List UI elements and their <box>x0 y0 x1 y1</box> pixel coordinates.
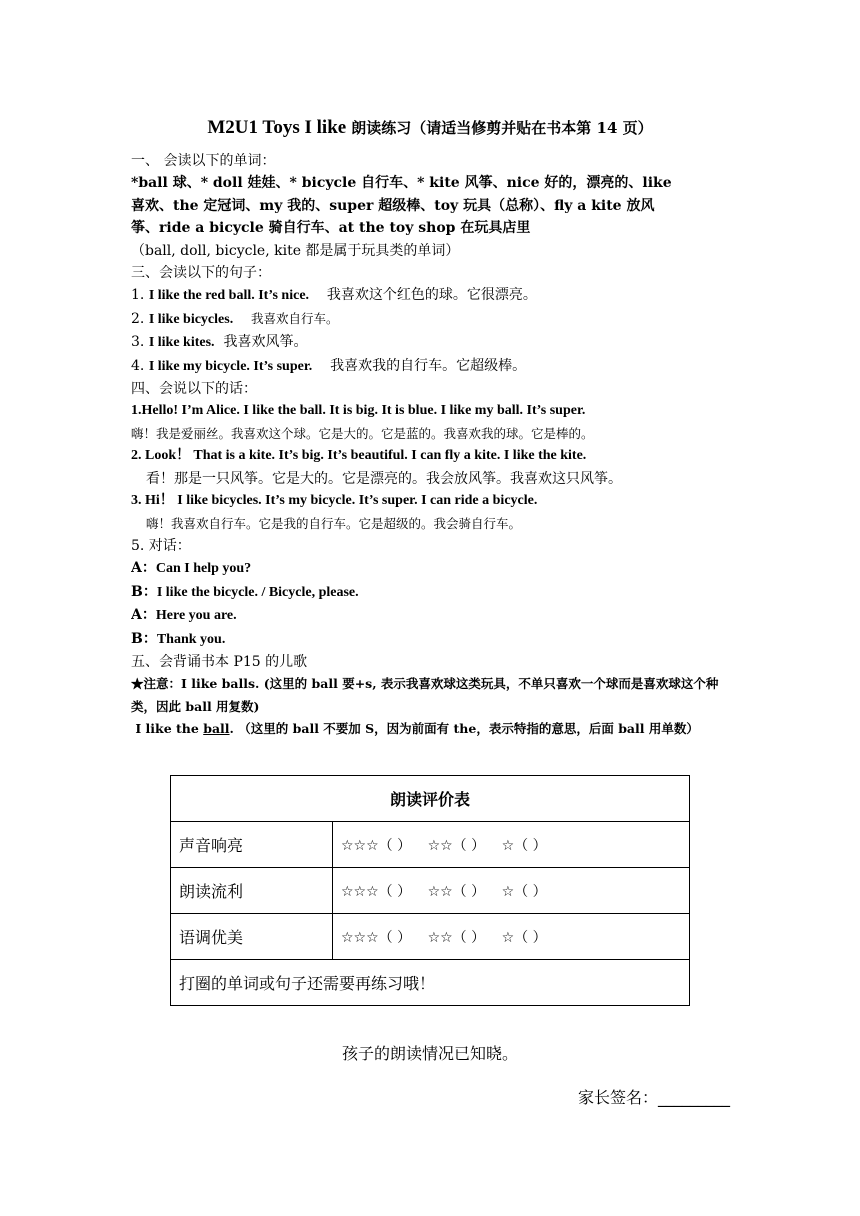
dialog-text: Thank you. <box>156 631 226 647</box>
sentence-number: 3. <box>131 334 145 351</box>
dialog-text: Here you are. <box>155 608 237 624</box>
table-row <box>171 868 690 914</box>
sentence-chinese: 我喜欢我的自行车。它超级棒。 <box>330 357 527 374</box>
sentence-number: 4. <box>131 357 145 374</box>
rating-two-stars: ☆☆（ ） <box>427 883 486 900</box>
page-title <box>0 117 860 139</box>
rating-three-stars: ☆☆☆（ ） <box>341 837 412 854</box>
passage-1-chinese: 嗨！我是爱丽丝。我喜欢这个球。它是大的。它是蓝的。我喜欢我的球。它是棒的。 <box>131 425 594 441</box>
criterion-label: 朗读流利 <box>171 868 333 914</box>
sentence-chinese: 我喜欢风筝。 <box>223 334 308 351</box>
sentence-3 <box>131 331 733 354</box>
sentence-chinese: 我喜欢自行车。 <box>251 310 339 326</box>
section4-heading: 四、会说以下的话： <box>131 381 257 398</box>
table-row <box>171 822 690 868</box>
sentence-chinese: 我喜欢这个红色的球。它很漂亮。 <box>326 287 537 304</box>
section5-heading: 五、会背诵书本 P15 的儿歌 <box>131 653 308 670</box>
sentence-1 <box>131 284 733 307</box>
rating-cell <box>333 868 690 914</box>
passage-1-english: 1.Hello! I’m Alice. I like the ball. It is big. It is blue. I like my ball. It’s super. <box>131 403 586 419</box>
criterion-label: 语调优美 <box>171 914 333 960</box>
table-footer: 打圈的单词或句子还需要再练习哦！ <box>171 960 690 1006</box>
dialog-heading: 5. 对话： <box>131 537 191 554</box>
vocab-line-3: 筝、ride a bicycle 骑自行车、at the toy shop 在玩具店里 <box>131 220 531 237</box>
sentence-number: 1. <box>131 287 145 304</box>
rating-three-stars: ☆☆☆（ ） <box>341 883 412 900</box>
sentence-4 <box>131 355 733 378</box>
criterion-label: 声音响亮 <box>171 822 333 868</box>
dialog-speaker: B： <box>131 583 157 600</box>
sentence-number: 2. <box>131 310 145 327</box>
section3-heading: 三、会读以下的句子： <box>131 265 271 282</box>
title-english: M2U1 Toys I like <box>207 117 347 138</box>
vocab-line-1: *ball 球、* doll 娃娃、* bicycle 自行车、* kite 风筝、nice 好的，漂亮的、like <box>131 175 672 192</box>
rating-two-stars: ☆☆（ ） <box>427 837 486 854</box>
rating-two-stars: ☆☆（ ） <box>427 929 486 946</box>
passage-2-english: 2. Look！ That is a kite. It’s big. It’s beautiful. I can fly a kite. I like the kite. <box>131 448 587 464</box>
sentence-2 <box>131 308 733 331</box>
dialog-speaker: A： <box>131 560 156 577</box>
parent-notice: 孩子的朗读情况已知晓。 <box>341 1044 518 1063</box>
section1-heading: 一、 会读以下的单词： <box>131 153 276 169</box>
title-chinese: 朗读练习（请适当修剪并贴在书本第 14 页） <box>351 119 653 137</box>
rating-one-star: ☆（ ） <box>501 883 547 900</box>
sentence-english: I like my bicycle. It’s super. <box>148 358 313 374</box>
note-text: . （这里的 ball 不要加 S，因为前面有 the，表示特指的意思，后面 ball 用单数） <box>229 721 699 737</box>
sentence-english: I like bicycles. <box>148 311 234 327</box>
dialog-text: Can I help you? <box>155 561 252 577</box>
grammar-note-1: ★注意：I like balls. (这里的 ball 要+s, 表示我喜欢球这类玩具，不单只喜欢一个球而是喜欢球这个种类，因此 ball 用复数) <box>131 676 719 714</box>
dialog-line <box>131 628 733 651</box>
worksheet-content <box>131 150 733 741</box>
dialog-speaker: A： <box>131 607 156 624</box>
dialog-speaker: B： <box>131 630 157 647</box>
rating-one-star: ☆（ ） <box>501 837 547 854</box>
note-text: I like the <box>135 721 204 737</box>
vocab-line-2: 喜欢、the 定冠词、my 我的、super 超级棒、toy 玩具（总称）、fly a kite 放风 <box>131 197 655 214</box>
rating-one-star: ☆（ ） <box>501 929 547 946</box>
vocab-note: （ball, doll, bicycle, kite 都是属于玩具类的单词） <box>131 242 460 259</box>
dialog-line <box>131 581 733 604</box>
passage-3-chinese: 嗨！我喜欢自行车。它是我的自行车。它是超级的。我会骑自行车。 <box>146 515 522 531</box>
passage-3-english: 3. Hi！ I like bicycles. It’s my bicycle. It’s super. I can ride a bicycle. <box>131 493 538 509</box>
reading-evaluation-table <box>170 775 690 1006</box>
parent-signature: 家长签名：_________ <box>577 1088 730 1107</box>
rating-cell <box>333 822 690 868</box>
dialog-line <box>131 604 733 627</box>
dialog-line <box>131 557 733 580</box>
rating-three-stars: ☆☆☆（ ） <box>341 929 412 946</box>
grammar-note-2 <box>131 718 733 740</box>
table-row <box>171 914 690 960</box>
dialog-text: I like the bicycle. / Bicycle, please. <box>156 584 359 600</box>
passage-2-chinese: 看！那是一只风筝。它是大的。它是漂亮的。我会放风筝。我喜欢这只风筝。 <box>146 470 622 487</box>
sentence-english: I like kites. <box>148 335 215 351</box>
note-underlined-word: ball <box>203 721 230 737</box>
rating-cell <box>333 914 690 960</box>
table-header: 朗读评价表 <box>171 776 690 822</box>
sentence-english: I like the red ball. It’s nice. <box>148 288 310 304</box>
